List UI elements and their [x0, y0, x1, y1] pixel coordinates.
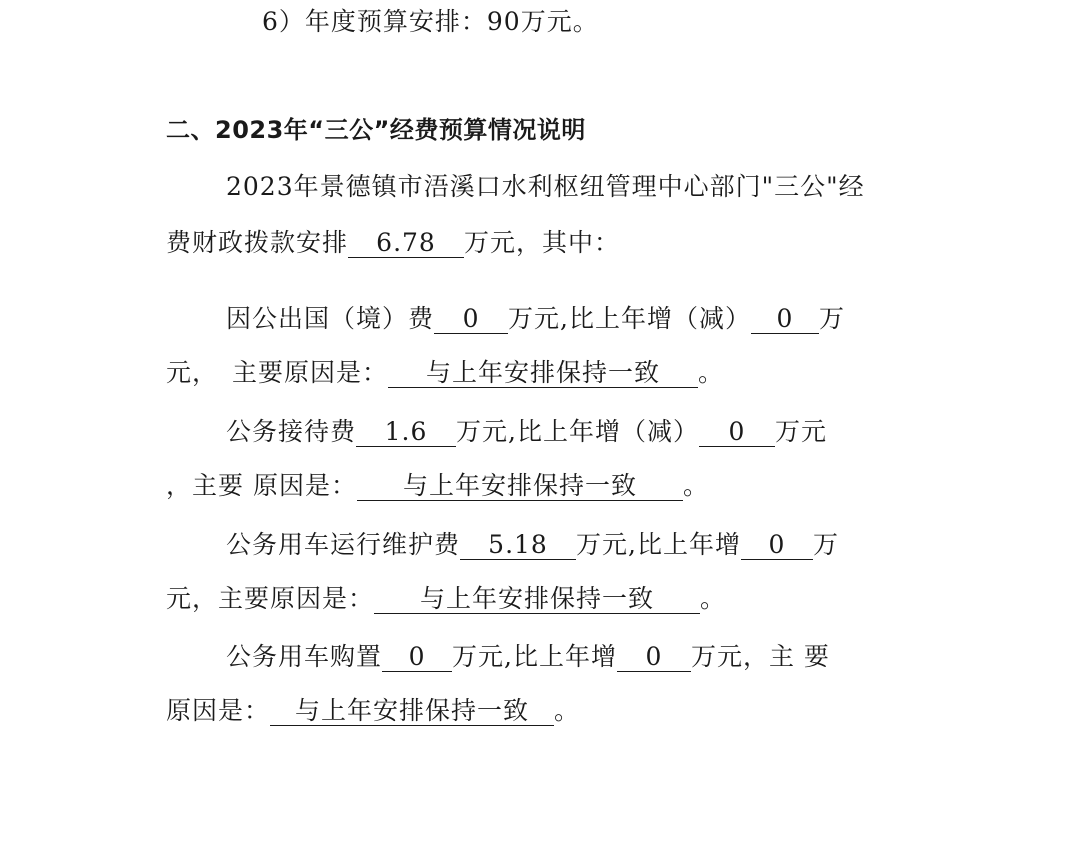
item-3-compare: ,比上年增	[628, 530, 741, 559]
item-2-change: 0	[699, 418, 775, 447]
item-1-end: 。	[698, 358, 725, 387]
item-1-reason-label: 主要原因是：	[232, 358, 389, 387]
item-2-unit: 万元	[456, 417, 509, 446]
total-amount-value: 6.78	[348, 229, 464, 258]
item-1-line-1	[226, 303, 845, 335]
item-4-end: 。	[554, 696, 581, 725]
item-2-compare: ,比上年增（减）	[508, 417, 699, 446]
item-4-line-1	[226, 641, 830, 673]
intro-suffix: 万元，其中：	[464, 228, 621, 257]
item-1-line-2	[166, 357, 724, 389]
item-3-amount: 5.18	[460, 531, 576, 560]
item-3-unit-start: 万	[812, 530, 839, 559]
item-1-unit: 万元	[508, 304, 561, 333]
prev-item-text: 6）年度预算安排：90万元。	[262, 7, 599, 36]
item-4-line-2-prefix: 原因是：	[166, 696, 271, 725]
item-4-change: 0	[617, 643, 691, 672]
item-3-unit: 万元	[576, 530, 629, 559]
item-2-line-2-prefix: ，主要 原因是：	[166, 471, 357, 500]
item-3-name: 公务用车运行维护费	[226, 530, 461, 559]
item-2-amount: 1.6	[356, 418, 456, 447]
item-1-unit-start: 万	[818, 304, 845, 333]
item-4-line-2	[166, 695, 580, 727]
item-1-amount: 0	[434, 305, 508, 334]
item-1-compare: ,比上年增（减）	[560, 304, 751, 333]
item-4-amount: 0	[382, 643, 452, 672]
item-2-name: 公务接待费	[226, 417, 357, 446]
item-2-unit-end: 万元	[774, 417, 827, 446]
item-3-line-2	[166, 583, 726, 615]
item-3-line-1	[226, 529, 839, 561]
item-2-reason: 与上年安排保持一致	[357, 472, 683, 501]
item-2-line-2	[166, 470, 709, 502]
item-3-line-2-prefix: 元，主要原因是：	[166, 584, 375, 613]
item-1-reason: 与上年安排保持一致	[388, 359, 698, 388]
item-4-reason: 与上年安排保持一致	[270, 697, 554, 726]
item-4-tail: 万元，主 要	[690, 642, 830, 671]
intro-prefix: 费财政拨款安排	[166, 228, 349, 257]
item-3-reason: 与上年安排保持一致	[374, 585, 700, 614]
item-4-name: 公务用车购置	[226, 642, 383, 671]
item-1-line-2-prefix: 元，	[166, 358, 219, 387]
item-2-line-1	[226, 416, 827, 448]
item-3-change: 0	[741, 531, 813, 560]
item-3-end: 。	[700, 584, 727, 613]
intro-line-1: 2023年景德镇市浯溪口水利枢纽管理中心部门"三公"经	[226, 172, 865, 201]
intro-line-2	[166, 227, 620, 259]
item-4-unit: 万元	[452, 642, 505, 671]
item-1-name: 因公出国（境）费	[226, 304, 435, 333]
item-2-end: 。	[682, 471, 709, 500]
item-4-compare: ,比上年增	[504, 642, 617, 671]
item-1-change: 0	[751, 305, 819, 334]
section-heading: 二、2023年“三公”经费预算情况说明	[166, 116, 586, 144]
